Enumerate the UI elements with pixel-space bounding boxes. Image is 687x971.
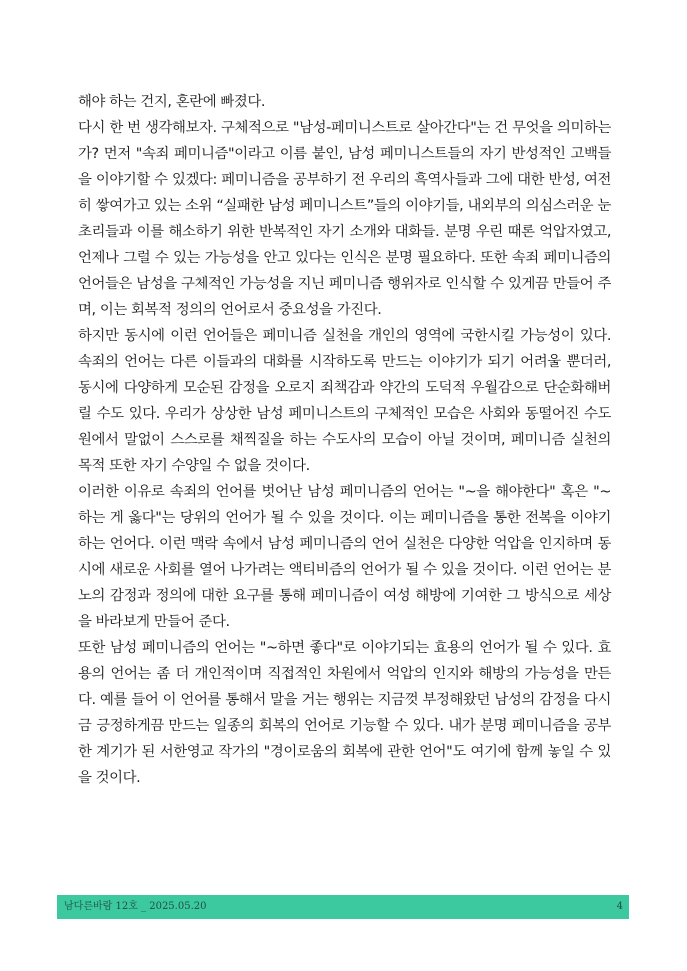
article-body	[78, 89, 611, 791]
paragraph-1: 해야 하는 건지, 혼란에 빠졌다.	[78, 94, 266, 110]
footer-publication-info: 남다른바람 12호 _ 2025.05.20	[64, 901, 207, 912]
paragraph-5: 또한 남성 페미니즘의 언어는 "~하면 좋다"로 이야기되는 효용의 언어가 될 수 있다. 효용의 언어는 좀 더 개인적이며 직접적인 차원에서 억압의 인지와 해방의 가능성을 만든다. 예를 들어 이 언어를 통해서 말을 거는 행위는 지금껏 부정해왔던 남성의 감정을 다시금 긍정하게끔 만드는 일종의 회복의 언어로 기능할 수 있다. 내가 분명 페미니즘을 공부한 계기가 된 서한영교 작가의 "경이로움의 회복에 관한 언어"도 여기에 함께 놓일 수 있을 것이다.	[78, 640, 611, 786]
paragraph-2: 다시 한 번 생각해보자. 구체적으로 "남성-페미니스트로 살아간다"는 건 무엇을 의미하는가? 먼저 "속죄 페미니즘"이라고 이름 붙인, 남성 페미니스트들의 자기 반성적인 고백들을 이야기할 수 있겠다: 페미니즘을 공부하기 전 우리의 흑역사들과 그에 대한 반성, 여전히 쌓여가고 있는 소위 “실패한 남성 페미니스트”들의 이야기들, 내외부의 의심스러운 눈초리들과 이를 해소하기 위한 반복적인 자기 소개와 대화들. 분명 우린 때론 억압자였고, 언제나 그럴 수 있는 가능성을 안고 있다는 인식은 분명 필요하다. 또한 속죄 페미니즘의 언어들은 남성을 구체적인 가능성을 지닌 페미니즘 행위자로 인식할 수 있게끔 만들어 주며, 이는 회복적 정의의 언어로서 중요성을 가진다.	[78, 120, 611, 318]
page-number: 4	[616, 901, 623, 912]
paragraph-3: 하지만 동시에 이런 언어들은 페미니즘 실천을 개인의 영역에 국한시킬 가능성이 있다. 속죄의 언어는 다른 이들과의 대화를 시작하도록 만드는 이야기가 되기 어려울 뿐더러, 동시에 다양하게 모순된 감정을 오로지 죄책감과 약간의 도덕적 우월감으로 단순화해버릴 수도 있다. 우리가 상상한 남성 페미니스트의 구체적인 모습은 사회와 동떨어진 수도원에서 말없이 스스로를 채찍질을 하는 수도사의 모습이 아닐 것이며, 페미니즘 실천의 목적 또한 자기 수양일 수 없을 것이다.	[78, 328, 611, 474]
footer-bar	[57, 895, 629, 919]
paragraph-4: 이러한 이유로 속죄의 언어를 벗어난 남성 페미니즘의 언어는 "~을 해야한다" 혹은 "~하는 게 옳다"는 당위의 언어가 될 수 있을 것이다. 이는 페미니즘을 통한 전복을 이야기하는 언어다. 이런 맥락 속에서 남성 페미니즘의 언어 실천은 다양한 억압을 인지하며 동시에 새로운 사회를 열어 나가려는 액티비즘의 언어가 될 수 있을 것이다. 이런 언어는 분노의 감정과 정의에 대한 요구를 통해 페미니즘이 여성 해방에 기여한 그 방식으로 세상을 바라보게 만들어 준다.	[78, 484, 611, 630]
